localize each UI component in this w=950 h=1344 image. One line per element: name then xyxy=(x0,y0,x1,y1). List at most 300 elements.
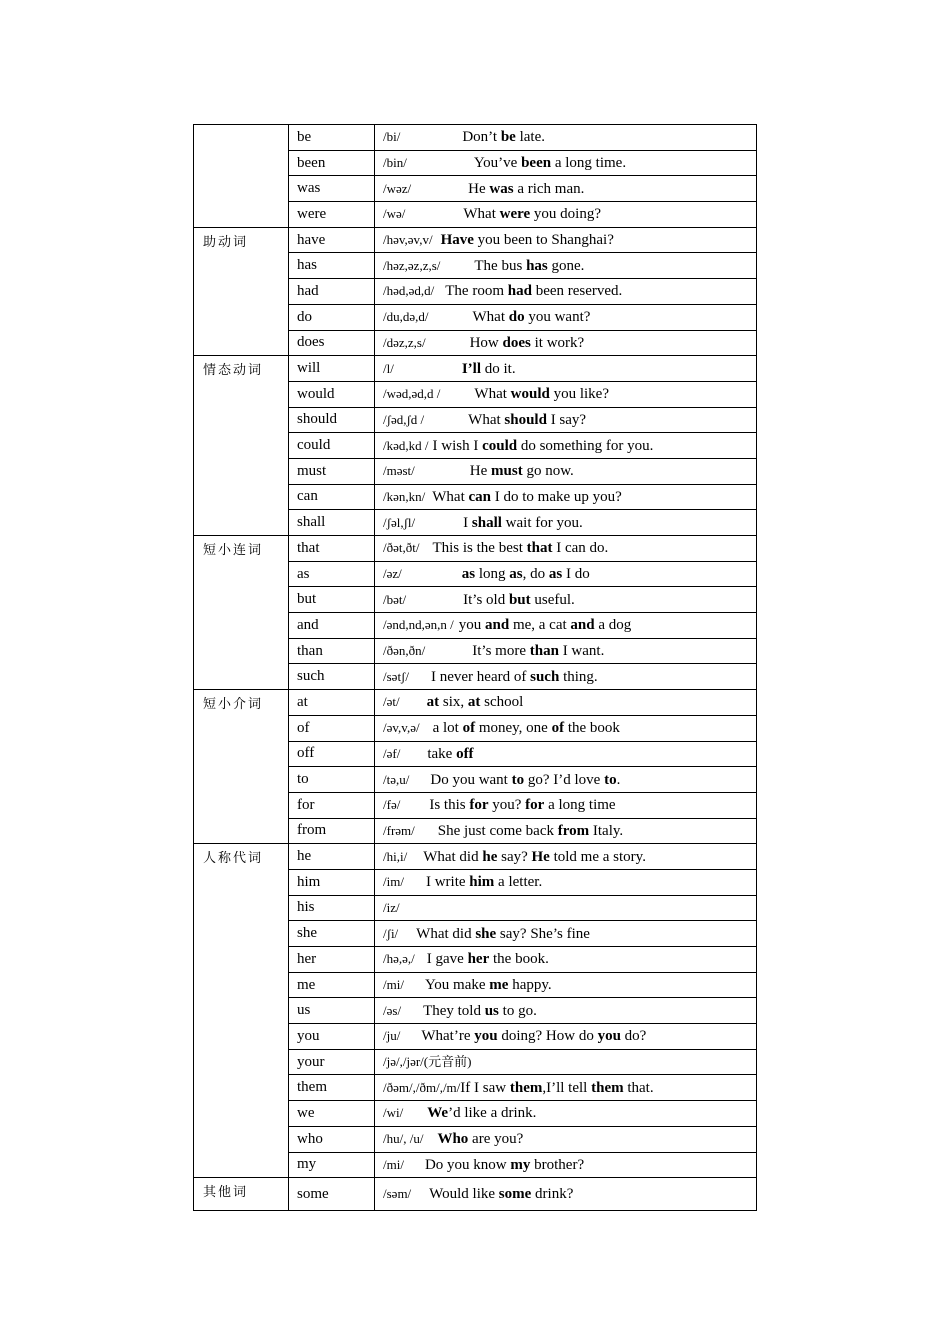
pronunciation-example-cell xyxy=(375,1126,757,1152)
category-cell: 情态动词 xyxy=(194,356,289,536)
example-text: What xyxy=(474,386,511,403)
ipa-text: /ət/ xyxy=(383,694,400,710)
example-text: I write xyxy=(425,874,470,891)
example-keyword: them xyxy=(509,1079,543,1096)
ipa-text: /ʃəl,ʃl/ xyxy=(383,514,416,530)
example-text: The bus xyxy=(474,257,527,274)
example-text: . xyxy=(616,771,621,788)
example-text: take xyxy=(427,745,457,762)
example-text: the book xyxy=(564,720,620,737)
pronunciation-example-cell xyxy=(375,869,757,895)
example-text: ,I’ll tell xyxy=(542,1079,592,1096)
example-keyword: Have xyxy=(440,232,474,249)
table-row xyxy=(194,227,757,253)
example-text: , do xyxy=(522,566,549,583)
ipa-text: /im/ xyxy=(383,874,404,890)
table-row xyxy=(194,125,757,151)
ipa-text: /du,də,d/ xyxy=(383,309,429,325)
example-text: you doing? xyxy=(530,206,601,223)
ipa-text: /hu/, /u/ xyxy=(383,1131,424,1147)
category-cell: 助动词 xyxy=(194,227,289,355)
word-cell: you xyxy=(289,1024,375,1050)
example-keyword: were xyxy=(499,206,531,223)
example-keyword: that xyxy=(526,540,553,557)
example-keyword: him xyxy=(469,874,495,891)
example-text: He xyxy=(469,463,492,480)
ipa-text: /kəd,kd / xyxy=(383,437,429,453)
example-sentence xyxy=(438,823,623,839)
example-sentence xyxy=(429,1186,573,1202)
example-text: I gave xyxy=(426,951,468,968)
example-text: do? xyxy=(620,1028,647,1045)
example-text: She just come back xyxy=(437,822,558,839)
pronunciation-example-cell xyxy=(375,1101,757,1127)
example-text: If I saw xyxy=(460,1079,510,1096)
example-text: gone. xyxy=(547,257,585,274)
example-text: useful. xyxy=(530,591,575,608)
example-keyword: I’ll xyxy=(461,360,482,377)
example-text: you like? xyxy=(549,386,609,403)
pronunciation-example-cell xyxy=(375,587,757,613)
example-sentence xyxy=(427,746,473,762)
example-keyword: be xyxy=(500,129,516,146)
example-text: What did xyxy=(416,925,476,942)
example-sentence xyxy=(437,1131,523,1147)
word-cell: at xyxy=(289,690,375,716)
pronunciation-example-cell xyxy=(375,1075,757,1101)
pronunciation-example-cell xyxy=(375,895,757,921)
example-text: You make xyxy=(424,977,490,994)
word-cell: of xyxy=(289,715,375,741)
word-cell: who xyxy=(289,1126,375,1152)
example-keyword: had xyxy=(507,283,532,300)
word-cell: your xyxy=(289,1049,375,1075)
example-sentence xyxy=(468,412,586,428)
example-text: What did xyxy=(423,848,483,865)
word-cell: but xyxy=(289,587,375,613)
ipa-text: /həv,əv,v/ xyxy=(383,232,433,248)
word-cell: her xyxy=(289,947,375,973)
ipa-text: /tə,u/ xyxy=(383,771,410,787)
example-text: a lot xyxy=(432,720,463,737)
example-text: Do you know xyxy=(424,1156,511,1173)
pronunciation-example-cell xyxy=(375,972,757,998)
category-cell: 短小介词 xyxy=(194,690,289,844)
word-cell: must xyxy=(289,458,375,484)
pronunciation-example-cell xyxy=(375,125,757,151)
category-cell: 人称代词 xyxy=(194,844,289,1178)
example-text: You’ve xyxy=(473,155,522,172)
word-cell: to xyxy=(289,767,375,793)
example-keyword: she xyxy=(475,925,497,942)
ipa-text: /bət/ xyxy=(383,591,407,607)
example-keyword: and xyxy=(485,617,510,634)
word-cell: had xyxy=(289,279,375,305)
word-cell: his xyxy=(289,895,375,921)
word-cell: will xyxy=(289,356,375,382)
ipa-text: /mi/ xyxy=(383,1156,404,1172)
example-text: How xyxy=(469,334,503,351)
example-sentence xyxy=(441,232,614,248)
example-keyword: to xyxy=(511,771,525,788)
example-sentence xyxy=(474,386,609,402)
example-text: long xyxy=(475,566,510,583)
example-text: late. xyxy=(515,129,545,146)
example-text: do it. xyxy=(481,360,516,377)
example-text: I can do. xyxy=(552,540,609,557)
example-sentence xyxy=(463,592,575,608)
pronunciation-example-cell xyxy=(375,202,757,228)
example-keyword: such xyxy=(530,668,560,685)
example-text: you been to Shanghai? xyxy=(473,232,614,249)
pronunciation-example-cell xyxy=(375,304,757,330)
word-cell: shall xyxy=(289,510,375,536)
word-cell: were xyxy=(289,202,375,228)
example-keyword: of xyxy=(462,720,476,737)
example-text: are you? xyxy=(468,1131,524,1148)
example-text: Would like xyxy=(429,1186,499,1203)
example-text: I never heard of xyxy=(431,668,531,685)
word-cell: than xyxy=(289,638,375,664)
pronunciation-example-cell xyxy=(375,1049,757,1075)
table-row xyxy=(194,844,757,870)
pronunciation-example-cell xyxy=(375,1178,757,1211)
example-keyword: has xyxy=(526,257,548,274)
example-text: What xyxy=(468,411,505,428)
example-text: go now. xyxy=(522,463,574,480)
example-text: a letter. xyxy=(494,874,543,891)
ipa-text: /wə/ xyxy=(383,206,406,222)
example-text: you want? xyxy=(524,309,591,326)
pronunciation-example-cell xyxy=(375,767,757,793)
example-keyword: can xyxy=(468,488,491,505)
pronunciation-example-cell xyxy=(375,561,757,587)
example-keyword: at xyxy=(426,694,440,711)
example-sentence xyxy=(445,283,622,299)
example-text: the book. xyxy=(489,951,549,968)
category-cell xyxy=(194,125,289,228)
ipa-text: /ðət,ðt/ xyxy=(383,540,420,556)
pronunciation-example-cell xyxy=(375,715,757,741)
ipa-text: /ðən,ðn/ xyxy=(383,643,426,659)
example-keyword: should xyxy=(504,411,547,428)
function-word-table xyxy=(193,124,757,1211)
example-sentence xyxy=(432,540,608,556)
example-keyword: must xyxy=(491,463,523,480)
example-sentence xyxy=(433,720,620,736)
example-text: What xyxy=(463,206,500,223)
word-cell: as xyxy=(289,561,375,587)
ipa-text: /əs/ xyxy=(383,1002,402,1018)
example-keyword: shall xyxy=(471,514,502,531)
example-text: me, a cat xyxy=(509,617,571,634)
word-cell: me xyxy=(289,972,375,998)
example-text: What’re xyxy=(421,1028,475,1045)
example-sentence xyxy=(429,797,615,813)
ipa-text: /əv,v,ə/ xyxy=(383,720,420,736)
example-text: It’s old xyxy=(463,591,509,608)
pronunciation-example-cell xyxy=(375,356,757,382)
pronunciation-example-cell xyxy=(375,536,757,562)
word-cell: that xyxy=(289,536,375,562)
example-keyword: us xyxy=(484,1002,499,1019)
example-text: Is this xyxy=(429,797,470,814)
example-text: a dog xyxy=(594,617,632,634)
example-sentence xyxy=(427,951,549,967)
example-sentence xyxy=(463,206,601,222)
example-keyword: as xyxy=(548,566,563,583)
example-text: I say? xyxy=(546,411,587,428)
example-sentence xyxy=(431,669,598,685)
ipa-text: /l/ xyxy=(383,360,394,376)
ipa-text: /ʃi/ xyxy=(383,925,399,941)
ipa-text: /hə,ə,/ xyxy=(383,951,415,967)
word-cell: him xyxy=(289,869,375,895)
example-text: happy. xyxy=(508,977,552,994)
example-keyword: at xyxy=(467,694,481,711)
example-sentence xyxy=(459,617,632,633)
word-cell: would xyxy=(289,381,375,407)
pronunciation-example-cell xyxy=(375,1152,757,1178)
example-text: to go. xyxy=(498,1002,537,1019)
pronunciation-example-cell xyxy=(375,253,757,279)
example-text: What xyxy=(472,309,509,326)
pronunciation-example-cell xyxy=(375,741,757,767)
example-keyword: been xyxy=(521,155,552,172)
example-text: say? xyxy=(497,848,532,865)
pronunciation-example-cell xyxy=(375,510,757,536)
category-cell: 其他词 xyxy=(194,1178,289,1211)
word-cell: can xyxy=(289,484,375,510)
ipa-text: /səm/ xyxy=(383,1186,412,1202)
example-keyword: you xyxy=(597,1028,621,1045)
example-sentence xyxy=(433,438,654,454)
ipa-text: /fə/ xyxy=(383,797,401,813)
word-cell: do xyxy=(289,304,375,330)
example-text: money, one xyxy=(475,720,552,737)
example-text: wait for you. xyxy=(501,514,583,531)
example-sentence xyxy=(462,361,516,377)
example-sentence xyxy=(468,181,584,197)
example-keyword: off xyxy=(456,745,474,762)
ipa-text: /əf/ xyxy=(383,745,401,761)
example-sentence xyxy=(416,926,590,942)
example-sentence xyxy=(430,772,620,788)
example-text: Don’t xyxy=(462,129,501,146)
example-keyword: for xyxy=(525,797,545,814)
word-cell: my xyxy=(289,1152,375,1178)
example-keyword: her xyxy=(467,951,490,968)
example-keyword: do xyxy=(508,309,525,326)
ipa-text: /jə/,/jər/(元音前) xyxy=(383,1054,472,1070)
pronunciation-example-cell xyxy=(375,150,757,176)
example-keyword: was xyxy=(489,180,514,197)
example-keyword: could xyxy=(482,437,518,454)
pronunciation-example-cell xyxy=(375,664,757,690)
example-sentence xyxy=(423,849,646,865)
example-text: say? She’s fine xyxy=(496,925,590,942)
example-text: He xyxy=(468,180,490,197)
pronunciation-example-cell xyxy=(375,330,757,356)
word-cell: off xyxy=(289,741,375,767)
word-cell: could xyxy=(289,433,375,459)
word-cell: from xyxy=(289,818,375,844)
pronunciation-example-cell xyxy=(375,921,757,947)
example-text: thing. xyxy=(559,668,598,685)
table-row xyxy=(194,1178,757,1211)
example-keyword: them xyxy=(591,1079,624,1096)
word-cell: been xyxy=(289,150,375,176)
example-sentence xyxy=(473,309,591,325)
ipa-text: /kən,kn/ xyxy=(383,488,426,504)
example-sentence xyxy=(427,694,524,710)
example-keyword: would xyxy=(510,386,550,403)
word-cell: them xyxy=(289,1075,375,1101)
example-text: I xyxy=(463,514,472,531)
example-text: a long time xyxy=(544,797,616,814)
table-row xyxy=(194,690,757,716)
example-sentence xyxy=(425,977,552,993)
word-cell: has xyxy=(289,253,375,279)
word-cell: she xyxy=(289,921,375,947)
example-keyword: but xyxy=(508,591,531,608)
example-keyword: to xyxy=(604,771,617,788)
example-text: go? I’d love xyxy=(524,771,605,788)
example-text: This is the best xyxy=(432,540,527,557)
word-cell: and xyxy=(289,613,375,639)
example-keyword: from xyxy=(557,822,590,839)
word-cell: should xyxy=(289,407,375,433)
example-keyword: of xyxy=(551,720,565,737)
pronunciation-example-cell xyxy=(375,227,757,253)
pronunciation-example-cell xyxy=(375,433,757,459)
example-sentence xyxy=(462,566,590,582)
table-row xyxy=(194,536,757,562)
ipa-text: /bin/ xyxy=(383,155,407,171)
ipa-text: /məst/ xyxy=(383,463,415,479)
word-cell: such xyxy=(289,664,375,690)
table-body xyxy=(194,125,757,1211)
ipa-text: /əz/ xyxy=(383,566,402,582)
example-keyword: you xyxy=(474,1028,498,1045)
example-keyword: my xyxy=(510,1156,531,1173)
word-cell: us xyxy=(289,998,375,1024)
ipa-text: /wi/ xyxy=(383,1105,404,1121)
ipa-text: /mi/ xyxy=(383,977,404,993)
example-sentence xyxy=(472,643,604,659)
pronunciation-example-cell xyxy=(375,792,757,818)
category-cell: 短小连词 xyxy=(194,536,289,690)
example-text: What xyxy=(432,488,469,505)
example-text: drink? xyxy=(531,1186,574,1203)
pronunciation-example-cell xyxy=(375,381,757,407)
word-cell: does xyxy=(289,330,375,356)
word-cell: have xyxy=(289,227,375,253)
word-cell: for xyxy=(289,792,375,818)
pronunciation-example-cell xyxy=(375,998,757,1024)
example-sentence xyxy=(425,1157,584,1173)
ipa-text: /iz/ xyxy=(383,899,400,915)
ipa-text: /ðəm/,/ðm/,/m/ xyxy=(383,1079,461,1095)
example-text: you? xyxy=(488,797,526,814)
word-cell: we xyxy=(289,1101,375,1127)
ipa-text: /ʃəd,ʃd / xyxy=(383,411,425,427)
example-sentence xyxy=(421,1028,646,1044)
example-keyword: and xyxy=(570,617,595,634)
example-text: The room xyxy=(445,283,508,300)
example-sentence xyxy=(426,874,542,890)
pronunciation-example-cell xyxy=(375,176,757,202)
pronunciation-example-cell xyxy=(375,613,757,639)
example-sentence xyxy=(460,1080,653,1096)
ipa-text: /wəz/ xyxy=(383,180,412,196)
example-text: it work? xyxy=(530,334,585,351)
example-text: school xyxy=(480,694,524,711)
example-keyword: We xyxy=(427,1105,449,1122)
ipa-text: /həd,əd,d/ xyxy=(383,283,435,299)
example-text: you xyxy=(458,617,486,634)
example-text: I wish I xyxy=(432,437,483,454)
example-keyword: than xyxy=(529,643,559,660)
example-text: doing? How do xyxy=(497,1028,598,1045)
example-text: ’d like a drink. xyxy=(448,1105,537,1122)
example-text: Italy. xyxy=(589,822,624,839)
pronunciation-example-cell xyxy=(375,279,757,305)
example-text: I want. xyxy=(558,643,605,660)
ipa-text: /həz,əz,z,s/ xyxy=(383,257,441,273)
example-text: six, xyxy=(439,694,468,711)
example-keyword: does xyxy=(502,334,531,351)
example-sentence xyxy=(463,515,583,531)
ipa-text: /frəm/ xyxy=(383,822,415,838)
example-text: told me a story. xyxy=(549,848,646,865)
example-keyword: me xyxy=(489,977,509,994)
pronunciation-example-cell xyxy=(375,407,757,433)
example-sentence xyxy=(423,1003,537,1019)
example-keyword: he xyxy=(482,848,498,865)
example-text: a rich man. xyxy=(513,180,585,197)
example-sentence xyxy=(462,129,545,145)
example-text: It’s more xyxy=(472,643,530,660)
ipa-text: /wəd,əd,d / xyxy=(383,386,441,402)
example-keyword: He xyxy=(531,848,550,865)
word-cell: was xyxy=(289,176,375,202)
example-keyword: as xyxy=(509,566,523,583)
example-sentence xyxy=(432,489,622,505)
example-text: a long time. xyxy=(551,155,627,172)
example-text: do something for you. xyxy=(517,437,654,454)
example-sentence xyxy=(427,1105,536,1121)
word-cell: some xyxy=(289,1178,375,1211)
example-keyword: some xyxy=(498,1186,532,1203)
pronunciation-example-cell xyxy=(375,458,757,484)
example-text: that. xyxy=(623,1079,654,1096)
ipa-text: /bi/ xyxy=(383,129,401,145)
example-text: brother? xyxy=(530,1156,585,1173)
example-keyword: as xyxy=(461,566,476,583)
example-sentence xyxy=(470,335,585,351)
pronunciation-example-cell xyxy=(375,690,757,716)
pronunciation-example-cell xyxy=(375,638,757,664)
example-text: I do to make up you? xyxy=(490,488,622,505)
example-sentence xyxy=(474,258,584,274)
pronunciation-example-cell xyxy=(375,484,757,510)
example-keyword: for xyxy=(469,797,489,814)
ipa-text: /hi,i/ xyxy=(383,848,408,864)
word-cell: be xyxy=(289,125,375,151)
word-cell: he xyxy=(289,844,375,870)
table-row xyxy=(194,356,757,382)
